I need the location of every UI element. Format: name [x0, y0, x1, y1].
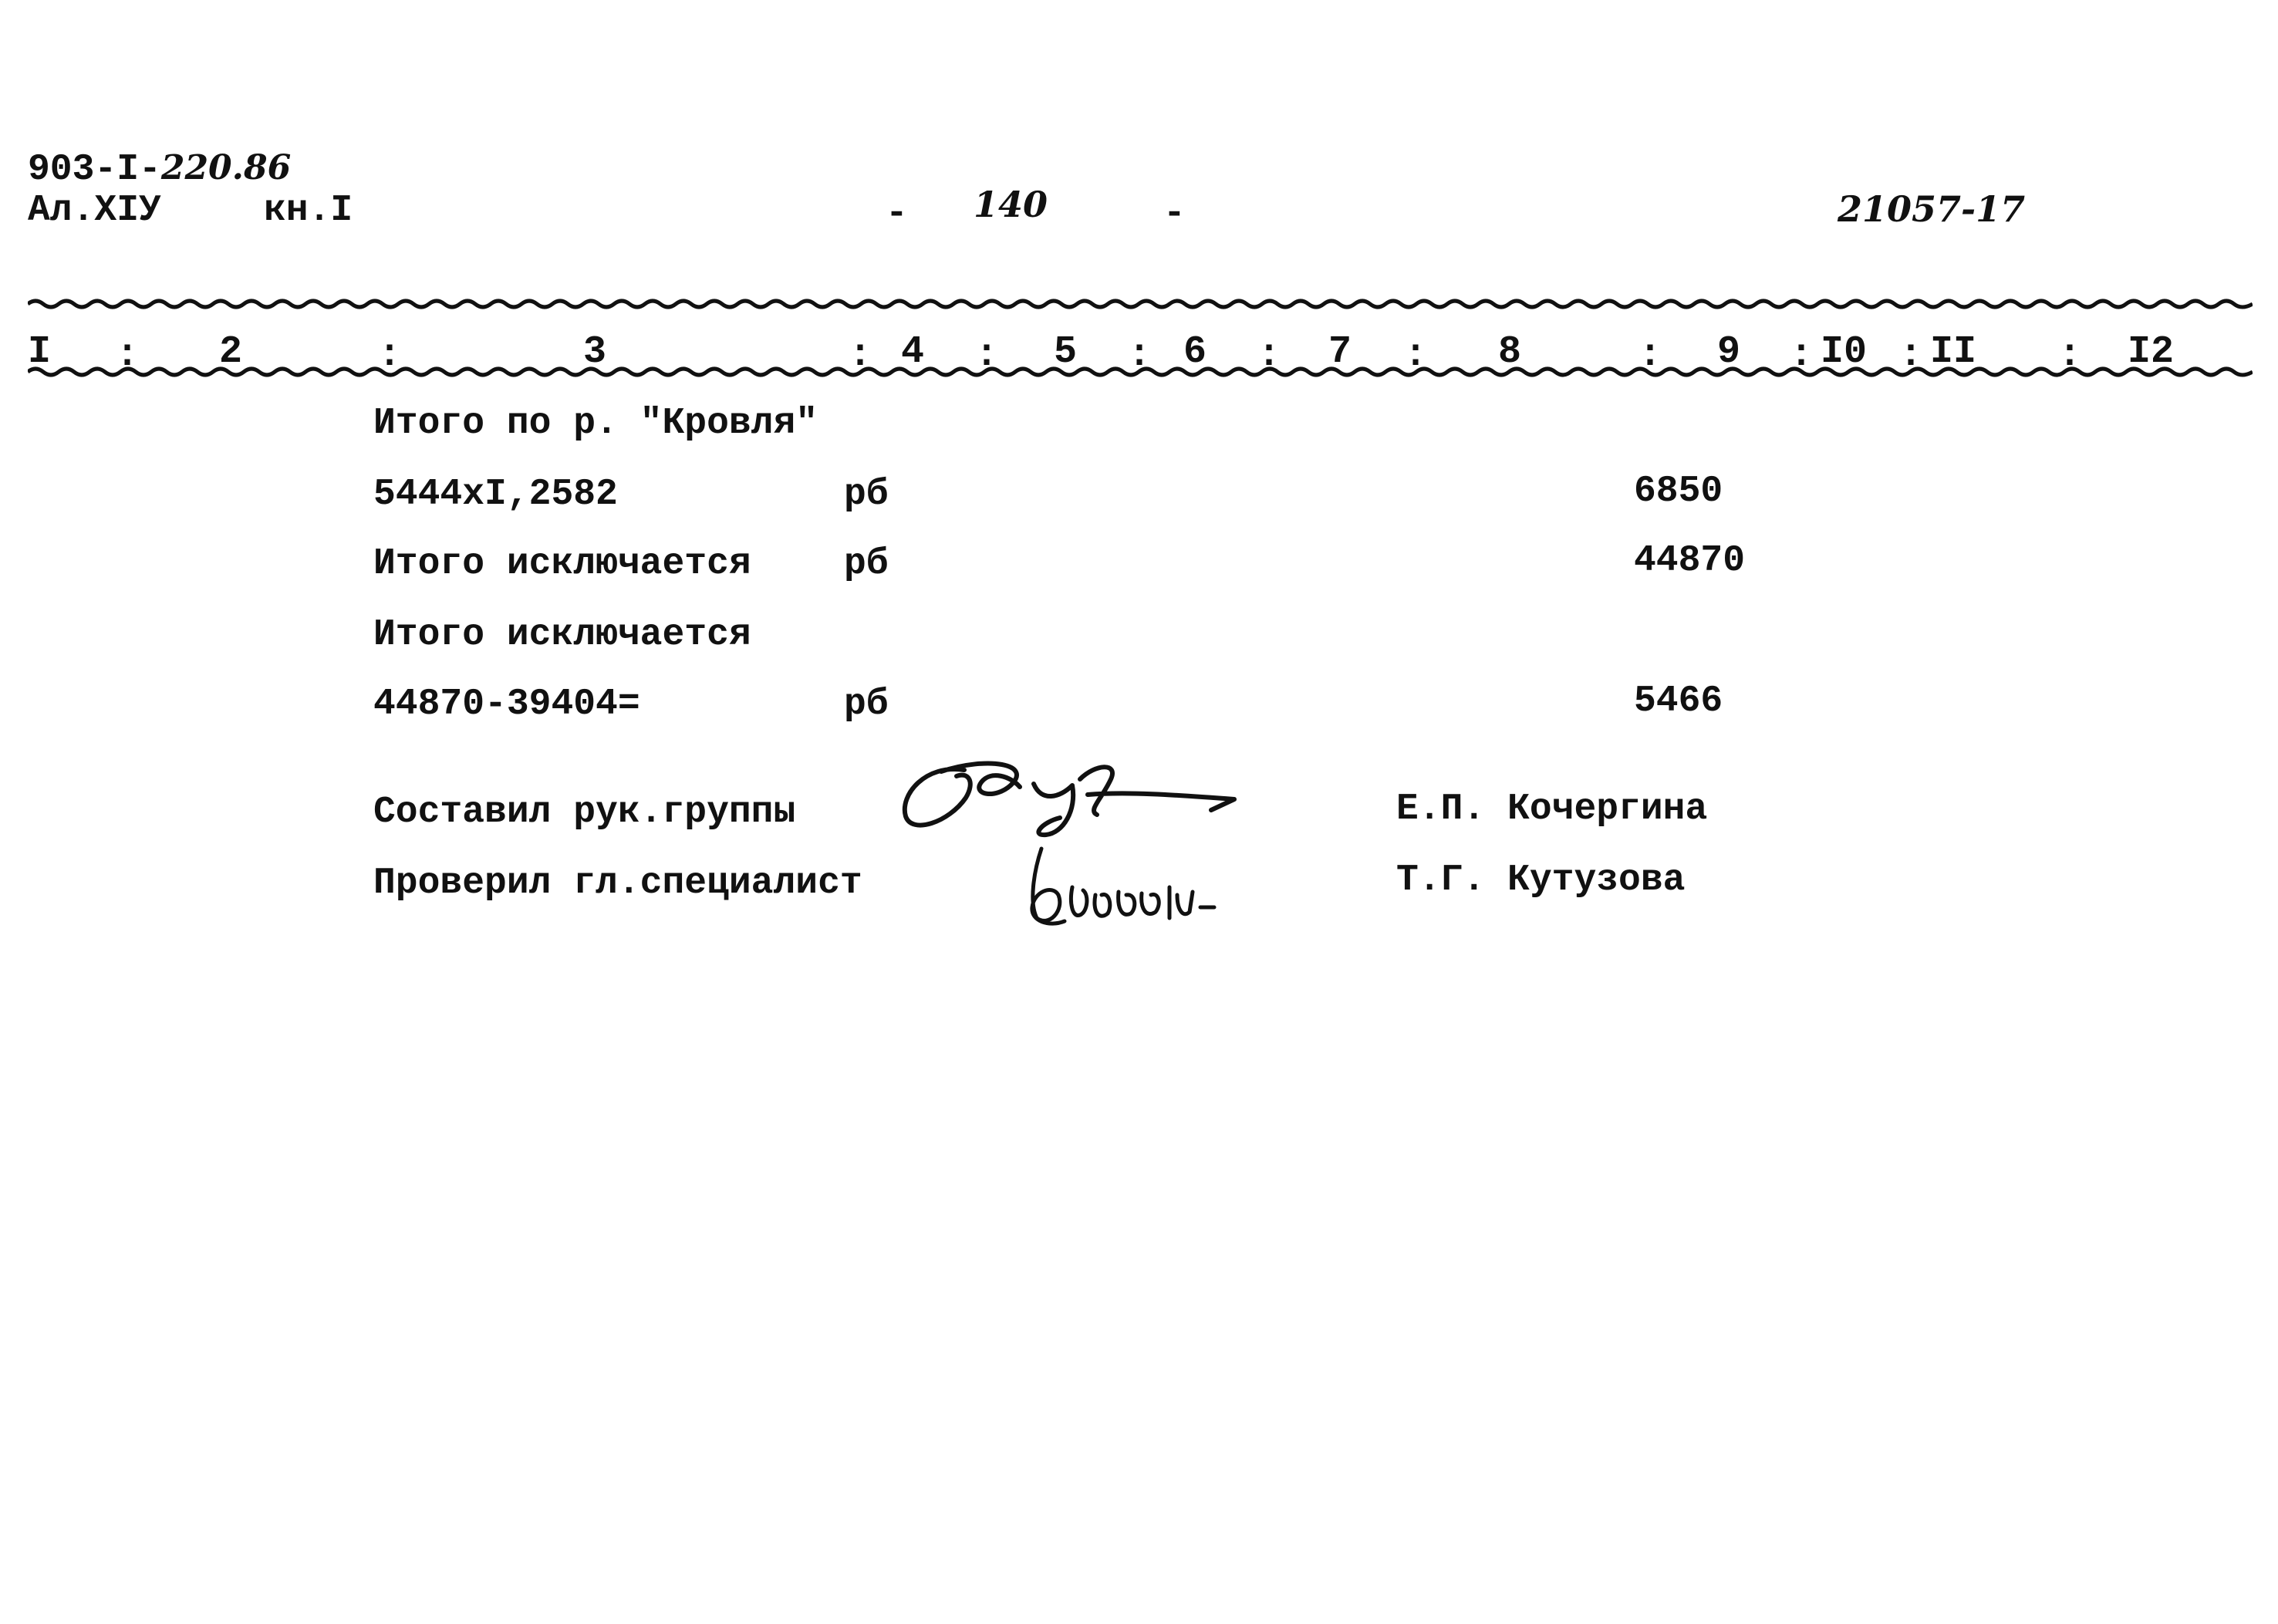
row-5-value: 5466	[1634, 680, 1723, 722]
column-number: 3	[583, 330, 607, 374]
row-1-text: Итого по р. "Кровля"	[373, 403, 818, 444]
column-separator: :	[1404, 333, 1428, 377]
column-number: 8	[1498, 330, 1522, 374]
row-3-value: 44870	[1634, 540, 1746, 582]
column-separator: :	[849, 333, 872, 377]
column-number: II	[1930, 330, 1977, 374]
column-separator: :	[1790, 333, 1814, 377]
column-separator: :	[378, 333, 402, 377]
column-separator: :	[1128, 333, 1152, 377]
checked-by-name: Т.Г. Кутузова	[1396, 859, 1686, 901]
column-number: 4	[901, 330, 925, 374]
doc-code-prefix: 903-I-	[28, 149, 161, 191]
column-separator: :	[2058, 333, 2082, 377]
row-3-text: Итого исключается	[373, 543, 751, 585]
bottom-wavy-rule	[28, 363, 2253, 381]
column-separator: :	[1899, 333, 1923, 377]
doc-code	[28, 148, 291, 191]
page-dash-left: -	[886, 193, 908, 235]
row-5-unit: рб	[844, 684, 889, 725]
page-number: 140	[974, 184, 1048, 225]
page-dash-right: -	[1163, 193, 1186, 235]
checked-by-role: Проверил гл.специалист	[373, 863, 862, 904]
doc-code-suffix: 220.86	[160, 148, 292, 187]
book-label: кн.I	[264, 190, 353, 231]
row-2-text: 5444xI,2582	[373, 474, 618, 515]
row-5-text: 44870-39404=	[373, 684, 640, 725]
column-number: I2	[2128, 330, 2175, 374]
column-number: 9	[1717, 330, 1741, 374]
column-separator: :	[116, 333, 140, 377]
row-3-unit: рб	[844, 543, 889, 585]
column-number: I0	[1821, 330, 1868, 374]
column-number: 2	[219, 330, 243, 374]
row-2-value: 6850	[1634, 471, 1723, 512]
column-separator: :	[975, 333, 999, 377]
column-number: 6	[1183, 330, 1207, 374]
top-wavy-rule	[28, 295, 2253, 313]
album-label: Ал.XIУ	[28, 190, 161, 231]
column-number: 7	[1328, 330, 1352, 374]
doc-number: 21057-17	[1838, 188, 2026, 230]
signature-checked	[1018, 841, 1250, 934]
compiled-by-name: Е.П. Кочергина	[1396, 788, 1708, 830]
column-number: 5	[1054, 330, 1078, 374]
column-separator: :	[1257, 333, 1281, 377]
compiled-by-role: Составил рук.группы	[373, 792, 796, 833]
row-2-unit: рб	[844, 474, 889, 515]
signature-compiled	[895, 748, 1250, 849]
column-separator: :	[1638, 333, 1662, 377]
row-4-text: Итого исключается	[373, 614, 751, 656]
column-number: I	[28, 330, 52, 374]
